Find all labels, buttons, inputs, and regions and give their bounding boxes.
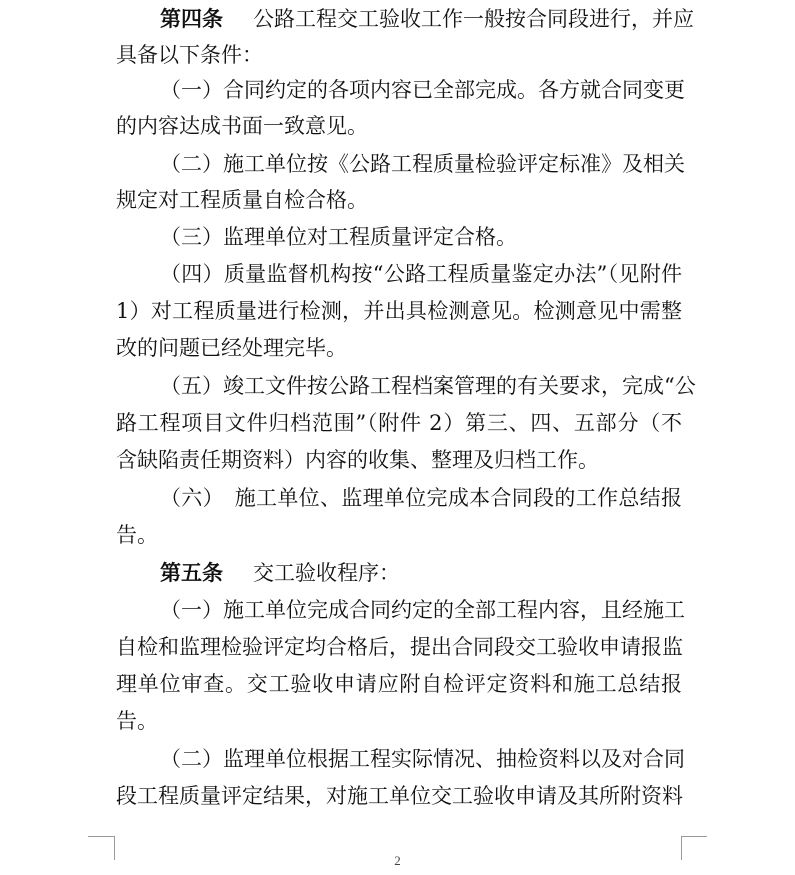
page-number: 2 — [394, 853, 401, 868]
item-4-5-line-3: 含缺陷责任期资料）内容的收集、整理及归档工作。 — [116, 448, 599, 472]
item-4-6-line-1: （六） 施工单位、监理单位完成本合同段的工作总结报 — [160, 486, 682, 510]
article-4-heading: 第四条 — [160, 6, 223, 31]
margin-corner-mark-right-horizontal — [681, 836, 707, 837]
article-4-line-2: 具备以下条件： — [116, 43, 263, 67]
item-5-1-line-2: 自检和监理检验评定均合格后，提出合同段交工验收申请报监 — [116, 635, 683, 659]
item-4-3-line-1: （三）监理单位对工程质量评定合格。 — [160, 225, 517, 249]
article-4-title: 公路工程交工验收工作一般按合同段进行，并应 — [253, 7, 694, 31]
item-5-2-line-2: 段工程质量评定结果，对施工单位交工验收申请及其所附资料 — [116, 784, 683, 808]
item-4-4-line-1: （四）质量监督机构按“公路工程质量鉴定办法”（见附件 — [160, 262, 682, 286]
item-4-1-line-2: 的内容达成书面一致意见。 — [116, 114, 368, 138]
item-4-4-line-3: 改的问题已经处理完毕。 — [116, 336, 347, 360]
article-5-heading: 第五条 — [160, 560, 223, 585]
item-4-1-line-1: （一）合同约定的各项内容已全部完成。各方就合同变更 — [160, 78, 685, 102]
item-5-2-line-1: （二）监理单位根据工程实际情况、抽检资料以及对合同 — [160, 747, 685, 771]
item-5-1-line-3: 理单位审查。交工验收申请应附自检评定资料和施工总结报 — [116, 672, 682, 696]
article-5-title: 交工验收程序： — [253, 561, 400, 585]
item-5-1-line-1: （一）施工单位完成合同约定的全部工程内容，且经施工 — [160, 598, 685, 622]
item-4-5-line-1: （五）竣工文件按公路工程档案管理的有关要求，完成“公 — [160, 374, 696, 398]
item-5-1-line-4: 告。 — [116, 709, 158, 733]
margin-corner-mark-left-horizontal — [88, 836, 114, 837]
item-4-2-line-2: 规定对工程质量自检合格。 — [116, 188, 368, 212]
item-4-5-line-2: 路工程项目文件归档范围”（附件 2）第三、四、五部分（不 — [116, 411, 682, 435]
item-4-4-line-2: 1）对工程质量进行检测，并出具检测意见。检测意见中需整 — [116, 299, 682, 323]
item-4-6-line-2: 告。 — [116, 523, 158, 547]
article-5-line-1 — [160, 554, 400, 592]
article-4-line-1 — [160, 0, 694, 38]
item-4-2-line-1: （二）施工单位按《公路工程质量检验评定标准》及相关 — [160, 152, 685, 176]
